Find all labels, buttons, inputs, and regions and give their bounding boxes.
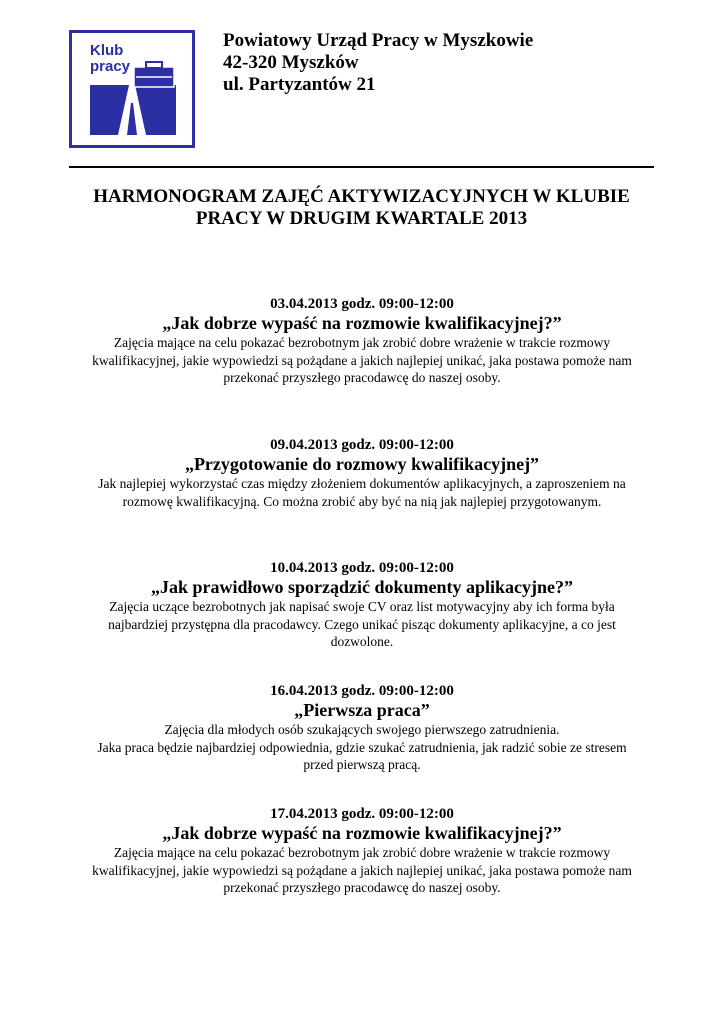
event-description [60, 844, 664, 897]
event-topic: „Pierwsza praca” [294, 700, 430, 720]
event-desc-line: kwalifikacyjnej, jakie wypowiedzi są pożądane a jakich najlepiej unikać, jaka postawa pomoże nam [92, 862, 632, 878]
event-desc-line: Zajęcia dla młodych osób szukających swojego pierwszego zatrudnienia. [164, 722, 560, 737]
title-line-2: PRACY W DRUGIM KWARTALE 2013 [195, 208, 528, 229]
event-desc-line: Zajęcia mające na celu pokazać bezrobotnym jak zrobić dobre wrażenie w trakcie rozmowy [113, 845, 611, 860]
event-desc-line: Zajęcia uczące bezrobotnych jak napisać swoje CV oraz list motywacyjny aby ich forma była [109, 599, 615, 614]
event-topic: „Przygotowanie do rozmowy kwalifikacyjnej” [184, 454, 540, 474]
event-desc-line: kwalifikacyjnej, jakie wypowiedzi są pożądane a jakich najlepiej unikać, jaka postawa pomoże nam [92, 352, 632, 368]
title-line-1: HARMONOGRAM ZAJĘĆ AKTYWIZACYJNYCH W KLUBIE [93, 186, 630, 207]
event-date: 16.04.2013 godz. 09:00-12:00 [270, 683, 454, 699]
event-item [60, 560, 664, 651]
logo-text [90, 43, 130, 75]
event-description [60, 598, 664, 651]
event-desc-line: dozwolone. [330, 634, 394, 649]
event-date: 03.04.2013 godz. 09:00-12:00 [270, 296, 454, 312]
event-desc-line: przekonać przyszłego pracodawcę do naszej osoby. [223, 880, 501, 895]
event-topic: „Jak prawidłowo sporządzić dokumenty aplikacyjne?” [150, 577, 574, 597]
event-item [60, 296, 664, 387]
event-date: 09.04.2013 godz. 09:00-12:00 [270, 437, 454, 453]
event-desc-line: rozmowę kwalifikacyjną. Co można zrobić aby być na nią jak najlepiej przygotowanym. [122, 493, 602, 509]
event-item [60, 683, 664, 774]
event-desc-line: Jak najlepiej wykorzystać czas między złożeniem dokumentów aplikacyjnych, a zaproszeniem na [98, 476, 626, 491]
event-date: 17.04.2013 godz. 09:00-12:00 [270, 806, 454, 822]
event-desc-line: Jaka praca będzie najbardziej odpowiednia, gdzie szukać zatrudnienia, jak radzić sobie ze stresem [97, 739, 627, 755]
office-name: Powiatowy Urząd Pracy w Myszkowie [223, 30, 534, 51]
event-item [60, 437, 664, 510]
event-desc-line: przed pierwszą pracą. [303, 757, 421, 772]
klub-pracy-logo [69, 30, 195, 148]
header-divider [69, 166, 654, 168]
event-desc-line: Zajęcia mające na celu pokazać bezrobotnym jak zrobić dobre wrażenie w trakcie rozmowy [113, 335, 611, 350]
event-description [60, 475, 664, 510]
event-date: 10.04.2013 godz. 09:00-12:00 [270, 560, 454, 576]
event-description [60, 334, 664, 387]
logo-line-1: Klub [90, 42, 124, 59]
office-street: ul. Partyzantów 21 [223, 74, 376, 95]
page-title [69, 186, 654, 230]
event-description [60, 721, 664, 774]
logo-line-2: pracy [90, 58, 131, 75]
office-postcode: 42-320 Myszków [223, 52, 359, 73]
office-address [223, 30, 533, 96]
event-desc-line: najbardziej przystępna dla pracodawcy. Czego unikać pisząc dokumenty aplikacyjne, a co jest [108, 616, 616, 632]
event-topic: „Jak dobrze wypaść na rozmowie kwalifikacyjnej?” [162, 823, 562, 843]
event-item [60, 806, 664, 897]
event-desc-line: przekonać przyszłego pracodawcę do naszej osoby. [223, 370, 501, 385]
event-topic: „Jak dobrze wypaść na rozmowie kwalifikacyjnej?” [162, 313, 562, 333]
